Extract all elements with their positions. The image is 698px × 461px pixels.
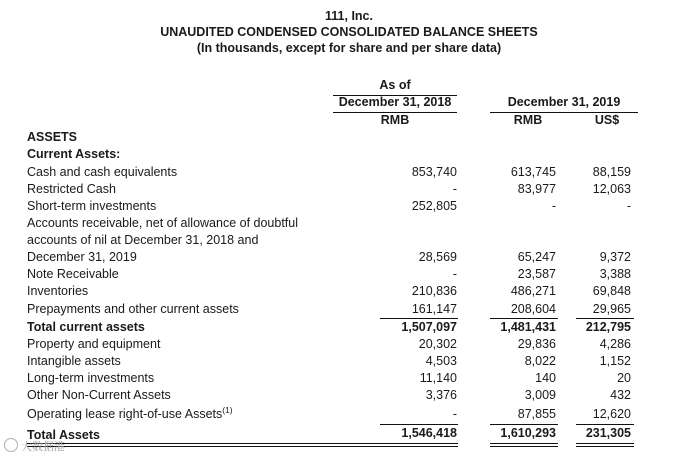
value-rmb-2019: 8,022 [524,354,556,368]
value-usd-2019: 12,620 [592,407,631,421]
row-label: Short-term investments [27,199,157,213]
date-2018-header: December 31, 2018 [338,95,452,109]
statement-title: UNAUDITED CONDENSED CONSOLIDATED BALANCE SHEETS [160,25,538,39]
value-rmb-2019: 65,247 [517,250,556,264]
row-label: Intangible assets [27,354,121,368]
value-usd-2019: 3,388 [599,267,631,281]
row-label-line-2: accounts of nil at December 31, 2018 and [27,233,259,247]
value-rmb-2019: 83,977 [517,182,556,196]
row-label: Restricted Cash [27,182,116,196]
currency-2019-rmb-header: RMB [513,113,543,127]
row-label [27,406,233,423]
currency-2019-usd-header: US$ [594,113,620,127]
value-usd-2019: 1,152 [599,354,631,368]
watermark-text: 大数据港 [21,441,65,453]
row-label: Note Receivable [27,267,119,281]
row-label-line-1: Accounts receivable, net of allowance of doubtful [27,216,299,230]
value-rmb-2018: 28,569 [418,250,457,264]
total-assets-double-rule [27,443,458,447]
value-usd-2019: 432 [610,388,631,402]
value-rmb-2018: - [452,182,457,196]
value-rmb-2018: 1,546,418 [401,426,457,440]
value-rmb-2018: 210,836 [411,284,457,298]
row-label: Prepayments and other current assets [27,302,239,316]
value-usd-2019: 9,372 [599,250,631,264]
as-of-header: As of [379,78,411,92]
row-label: Property and equipment [27,337,161,351]
value-rmb-2019: 23,587 [517,267,556,281]
value-rmb-2019: 613,745 [510,165,556,179]
value-rmb-2019: 1,481,431 [500,320,556,334]
row-label: Total current assets [27,320,145,334]
value-rmb-2019: 3,009 [524,388,556,402]
value-rmb-2018: 20,302 [418,337,457,351]
value-rmb-2018: 252,805 [411,199,457,213]
value-rmb-2018: 11,140 [419,371,457,385]
value-usd-2019: 20 [617,371,631,385]
total-2019-usd-double-rule [576,443,634,447]
row-label: Cash and cash equivalents [27,165,178,179]
value-usd-2019: 231,305 [585,426,631,440]
value-rmb-2019: 29,836 [517,337,556,351]
value-rmb-2019: - [551,199,556,213]
current-assets-label: Current Assets: [27,147,121,161]
value-rmb-2019: 486,271 [510,284,556,298]
value-usd-2019: 4,286 [599,337,631,351]
statement-subtitle: (In thousands, except for share and per share data) [196,41,502,55]
value-usd-2019: 88,159 [592,165,631,179]
value-rmb-2018: 161,147 [411,302,457,316]
assets-section-label: ASSETS [27,130,78,144]
value-usd-2019: 29,965 [592,302,631,316]
value-rmb-2019: 87,855 [517,407,556,421]
footnote-marker: (1) [222,405,233,415]
row-label: Total Assets [27,428,100,442]
total-2019-rmb-double-rule [490,443,558,447]
value-rmb-2018: - [452,267,457,281]
currency-2018-header: RMB [380,113,410,127]
watermark [4,438,65,455]
watermark-logo-icon [4,438,18,452]
value-usd-2019: 69,848 [592,284,631,298]
value-usd-2019: 212,795 [585,320,631,334]
value-rmb-2019: 140 [535,371,556,385]
value-usd-2019: 12,063 [592,182,631,196]
value-rmb-2019: 208,604 [510,302,556,316]
row-label-line-3: December 31, 2019 [27,250,137,264]
value-rmb-2018: 3,376 [425,388,457,402]
value-rmb-2019: 1,610,293 [500,426,556,440]
operating-lease-label: Operating lease right-of-use Assets [27,407,223,421]
row-label: Inventories [27,284,89,298]
row-label: Other Non-Current Assets [27,388,171,402]
value-rmb-2018: 853,740 [411,165,457,179]
value-rmb-2018: 4,503 [425,354,457,368]
row-label: Long-term investments [27,371,155,385]
value-rmb-2018: - [452,407,457,421]
company-name: 111, Inc. [325,9,373,23]
value-rmb-2018: 1,507,097 [401,320,457,334]
value-usd-2019: - [626,199,631,213]
date-2019-header: December 31, 2019 [507,95,621,109]
